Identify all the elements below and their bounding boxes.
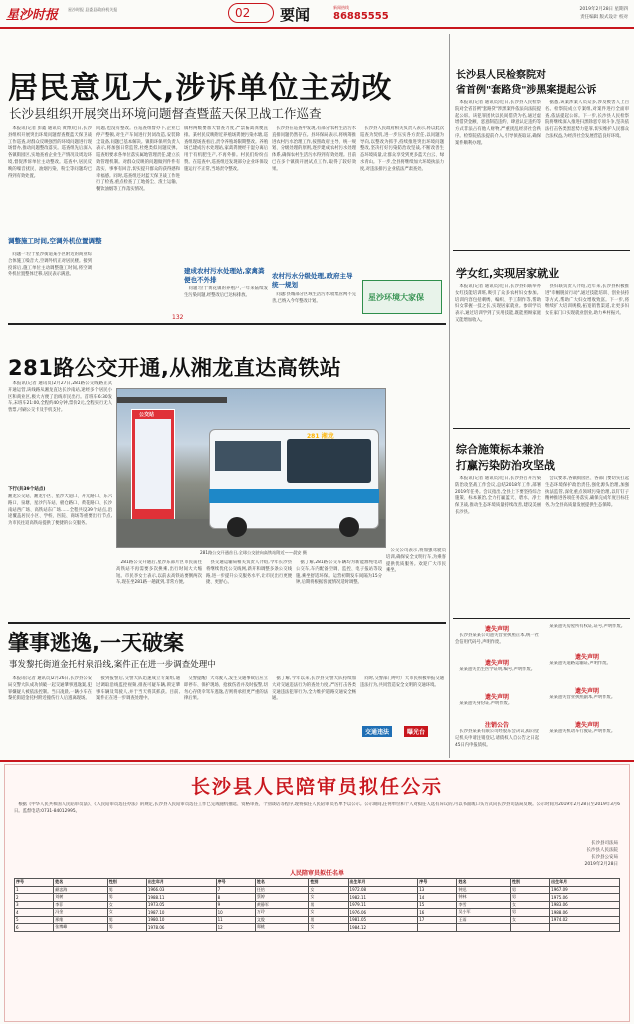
table-cell: 17: [418, 916, 457, 924]
table-cell: 女: [510, 901, 549, 909]
masthead-meta: 2019年2月28日 星期四: [579, 7, 628, 12]
bus-headline: 281路公交开通,从湘龙直达高铁站: [8, 356, 342, 380]
notice-title-6: 遗失声明: [574, 688, 599, 695]
lead-subtitle-2: 建成农村污水处理站,家禽粪便也不外排: [184, 267, 265, 284]
table-cell: 4: [15, 909, 54, 917]
table-cell: 女: [309, 909, 348, 917]
table-cell: 1: [15, 886, 54, 894]
bus-wheel-rear: [339, 517, 359, 537]
notice-title-1: 遗失声明: [484, 626, 509, 633]
notice-body-2: 某某遗失出生医学证明,编号,声明作废。: [455, 667, 536, 672]
table-cell: 12: [216, 924, 255, 932]
table-cell: 1987.10: [146, 909, 216, 917]
lead-body-col-3b: 问题:位于黄花镇的养殖户,一年来陆续发生污染问题,经整改后已达标排放。: [184, 286, 268, 298]
right-column-divider: [449, 34, 450, 758]
table-cell: 男: [107, 886, 146, 894]
table-cell: 1978.06: [146, 924, 216, 932]
table-cell: 王雨: [457, 916, 510, 924]
jury-signature-3: 长沙县公安局: [591, 855, 618, 860]
jury-col-header: 出生年月: [348, 879, 418, 887]
table-cell: 1982.11: [348, 894, 418, 902]
table-cell: 1984.12: [348, 924, 418, 932]
table-cell: 8: [216, 894, 255, 902]
right-mid-body-2: 县妇联负责人介绍,近年来,长沙县积极推进"巾帼脱贫行动",通过技能培训、创业扶持等方式,帮助广大妇女增收致富。下一步,将继续扩大培训规模,拓宽销售渠道,让更多妇女在家门口实现就业创业,助力乡村振兴。: [545, 284, 629, 317]
jury-table-wrap: [14, 878, 620, 1018]
bus-body-col-4: 据了解,281路公交车辆均为新能源纯电动公交车,车内配备空调、监控、电子报站等设施,乘坐舒适环保。运营初期发车间隔为15分钟,后期将根据客流情况适时调整。: [296, 560, 382, 586]
jury-signature-2: 长沙县人民法院: [586, 848, 618, 853]
bus-subtitle: 下行(共39个站点): [8, 487, 46, 492]
notice-title-4: 注销公告: [484, 722, 509, 729]
table-cell: 男: [510, 886, 549, 894]
hitrun-body-col-5: 同时,交警部门呼吁广大市民积极举报交通违法行为,共同营造安全文明的交通环境。: [360, 676, 444, 688]
notice-body-6: 某某遗失道路运输证,声明作废。: [545, 661, 611, 666]
table-cell: 钟迅: [457, 886, 510, 894]
table-cell: 男: [309, 901, 348, 909]
notice-body-8: 某某遗失机动车行驶证,声明作废。: [545, 729, 616, 734]
bus-body-col-1b: 湘龙公交站、湘龙小区、星沙大道口、开元路口、东六路口、泉塘、星沙汽车站、板仓路口、黄花路口、长沙南站西广场、高铁站东广场……全程共设39个站点,沿途覆盖居民小区、学校、医院、商场等重要出行节点,为市民往返高铁站提供了便捷的公交服务。: [8, 494, 112, 527]
table-row: [15, 894, 620, 902]
jury-col-header: 序号: [15, 879, 54, 887]
table-row: [15, 901, 620, 909]
lead-body-col-2: 问题,也没有整改。在巡查组督办下,企业已停产整顿,对生产车间进行封闭改造,安装除尘设备,问题已基本解决。镇街环保所负责人表示,将加强日常监管,杜绝类似问题反弹。巡查组要求各单位落实属地管理责任,建立长效管理机制。对群众反映的问题做到件件有落实、事事有回音,切实提升群众的获得感和幸福感。同时,巡查组还对蓝天保卫战工作进行了检查,重点检查了工地扬尘、渣土运输、餐饮油烟等工作落实情况。: [96, 126, 180, 193]
hitrun-body-col-4: 据了解,今年以来,长沙县交警大队持续加大对交通违法行为的查处力度,严厉打击各类交通违法犯罪行为,全力维护道路交通安全畅通。: [272, 676, 356, 702]
table-cell: 女: [309, 894, 348, 902]
bus-stripe: [209, 489, 379, 503]
lead-bottom-rule: [8, 323, 446, 325]
notice-title-7: 遗失声明: [574, 722, 599, 729]
table-row: [15, 924, 620, 932]
table-cell: 任怡: [255, 886, 308, 894]
notice-body-5: 某某遗失房屋所有权证,证号,声明作废。: [545, 624, 626, 629]
notice-title-2: 遗失声明: [484, 660, 509, 667]
notice-body-3: 某某遗失身份证,声明作废。: [455, 701, 513, 706]
jury-col-header: 姓名: [255, 879, 308, 887]
table-cell: 9: [216, 901, 255, 909]
table-cell: 1981.05: [348, 916, 418, 924]
bus-photo: [116, 388, 386, 548]
table-cell: 1974.02: [550, 916, 620, 924]
shelter-roof: [117, 397, 227, 403]
table-cell: 男: [107, 924, 146, 932]
table-cell: 10: [216, 909, 255, 917]
bus-route-display: 281 湘龙: [307, 433, 334, 440]
table-cell: 李雪: [457, 901, 510, 909]
right-mid-headline: 学女红,实现居家就业: [456, 267, 560, 280]
table-cell: 钟林: [457, 894, 510, 902]
table-cell: 1988.06: [550, 909, 620, 917]
masthead-meta-2: 责任编辑 版式设计 校对: [580, 15, 628, 20]
table-cell: 女: [107, 909, 146, 917]
notice-title-3: 遗失声明: [484, 694, 509, 701]
table-cell: 男: [107, 894, 146, 902]
table-cell: 男: [107, 916, 146, 924]
table-cell: 15: [418, 901, 457, 909]
right-top-body-1: 本报讯(记者 通讯员)近日,长沙县人民检察院对全省首例"套路贷"涉黑案件依法向法院提起公诉。该犯罪团伙以民间借贷为名,通过虚增借贷金额、恶意制造违约、肆意认定违约等方式非法占有他人财物,严重扰乱经济社会秩序。检察院依法提前介入,引导侦查取证,确保案件顺利办理。: [455, 100, 541, 146]
table-cell: 吴小军: [457, 909, 510, 917]
hitrun-headline: 肇事逃逸,一天破案: [8, 631, 184, 655]
lead-body-col-1: 本报讯(记者 彭鑫 通讯员 黄博)近日,长沙县组织开展突出环境问题督查暨蓝天保卫战工作巡查,对群众反映强烈的环境问题进行现场督办,推动问题整改落实。巡查组先后深入各镇街园区,实地查看企业生产情况及周边环境,督促涉诉单位主动整改。巡查中,居民反映的噪音扰民、油烟污染、粉尘等问题均已得到有效处置。: [8, 126, 92, 179]
lead-body-col-5: 长沙县人民政府相关负责人表示,将以此次巡查为契机,进一步压实各方责任,以问题为导向,以整改为抓手,持续推进突出环境问题整改,坚决打好污染防治攻坚战,不断改善生态环境质量,让群众享受到更多蓝天白云、绿水青山。下一步,全县将继续加大环境执法力度,对违法排污企业依法严肃查处。: [360, 126, 444, 172]
bus-body-col-3: 县交通运输局相关负责人介绍,今年长沙县将继续优化公交线网,新开和调整多条公交线路,进一步提升公交服务水平,让市民出行更便捷、更舒心。: [206, 560, 292, 586]
bus-stop-sign-panel: [135, 419, 171, 509]
section-title: 要闻: [280, 6, 311, 24]
jury-col-header: 姓名: [457, 879, 510, 887]
notice-body-7: 某某遗失营业执照副本,声明作废。: [545, 695, 616, 700]
table-cell: 邢维: [54, 916, 107, 924]
table-cell: 1967.09: [550, 886, 620, 894]
hitrun-subhead: 事发黎托街道金托村泉沿线,案件正在进一步调查处理中: [9, 660, 216, 670]
jury-col-header: 性别: [510, 879, 549, 887]
jury-table: [14, 878, 620, 932]
right-low-headline-1: 综合施策标本兼治: [456, 443, 544, 456]
lead-body-col-4b: 问题:县城部分区域生活污水收集管网不完善,已纳入今年整改计划。: [272, 292, 356, 304]
right-low-body-1: 本报讯(记者 通讯员)近日,长沙县召开污染防治攻坚战工作会议,总结2018年工作,部署2019年任务。会议指出,全县上下要坚持综合施策、标本兼治,全力打赢蓝天、碧水、净土保卫战,推动生态环境质量持续改善,建设美丽长沙县。: [455, 476, 541, 515]
table-cell: 11: [216, 916, 255, 924]
table-cell: 女: [309, 886, 348, 894]
table-cell: 6: [15, 924, 54, 932]
table-cell: 郑桃: [255, 924, 308, 932]
hitrun-body-col-1: 本报讯(记者 通讯员)2月26日,长沙县公安局交警大队成功侦破一起交通肇事逃逸案,犯罪嫌疑人被依法控制。当日凌晨,一辆小车在黎托街道金托村附近撞伤行人后逃离现场。: [8, 676, 92, 702]
jury-col-header: 姓名: [54, 879, 107, 887]
table-cell: 颜忠海: [54, 886, 107, 894]
lead-body-col-4: 长沙县在巡查中发现,有部分农村生活污水直排问题仍然存在。县环保局表示,将统筹推进农村污水治理工作,按照政府主导、统一规划、分级处理的原则,逐步建成农村污水处理体系,确保农村生活污水得到有效处理。目前已在多个镇街开展试点工作,取得了较好效果。: [272, 126, 356, 172]
bus-body-col-5: 公交公司表示,将加强驾驶员培训,确保安全文明行车,为乘客提供优质服务。欢迎广大市民乘坐。: [386, 548, 446, 574]
table-row: [15, 886, 620, 894]
notice-body-1: 长沙县某某公司遗失营业执照正本,统一社会信用代码号,声明作废。: [455, 633, 539, 645]
jury-col-header: 出生年月: [146, 879, 216, 887]
table-cell: 1988.11: [146, 894, 216, 902]
table-cell: 文俊: [255, 916, 308, 924]
jury-headline: 长沙县人民陪审员拟任公示: [190, 776, 443, 798]
hotline-number: 86885555: [333, 11, 389, 22]
table-cell: [550, 924, 620, 932]
bus-windshield: [287, 439, 371, 483]
table-cell: 黄静军: [255, 901, 308, 909]
table-cell: 张博峰: [54, 924, 107, 932]
table-cell: 5: [15, 916, 54, 924]
lead-headline: 居民意见大,涉诉单位主动改: [8, 71, 393, 106]
table-cell: 1976.06: [348, 909, 418, 917]
table-cell: [457, 924, 510, 932]
table-cell: 7: [216, 886, 255, 894]
page-marker: 132: [172, 314, 184, 321]
notice-title-5: 遗失声明: [574, 654, 599, 661]
table-cell: 16: [418, 909, 457, 917]
hitrun-badge-2: 曝光台: [404, 726, 428, 737]
table-cell: 女: [510, 916, 549, 924]
right-low-headline-2: 打赢污染防治攻坚战: [456, 459, 555, 472]
jury-col-header: 序号: [216, 879, 255, 887]
table-cell: 女: [107, 901, 146, 909]
bus-wheel-front: [227, 517, 247, 537]
table-cell: 男: [510, 909, 549, 917]
bus-bottom-rule: [8, 622, 446, 624]
bus-body-col-2: 281路公交开通后,星沙东部片区市民前往高铁站不再需要多次换乘,出行时间大大缩短。市民李女士表示,以前去高铁站要倒两次车,现在坐281路一趟就到,非常方便。: [116, 560, 202, 586]
hitrun-body-col-3: 交警提醒广大驾驶人,发生交通事故后应立即停车、保护现场、抢救伤者并及时报警,切勿心存侥幸驾车逃逸,否则将承担更严重的法律后果。: [184, 676, 268, 702]
table-cell: 万玲: [255, 909, 308, 917]
right-top-body-2: 据悉,该案涉案人员众多,涉及被害人上百名。检察院成立专案组,对案件进行全面审查,依法提起公诉。下一步,长沙县人民检察院将继续深入推进扫黑除恶专项斗争,坚决依法打击各类黑恶势力犯罪,切实维护人民群众合法权益,为经济社会发展营造良好环境。: [545, 100, 629, 139]
jury-col-header: 出生年月: [550, 879, 620, 887]
right-rule-2: [453, 428, 630, 429]
right-low-body-2: 会议要求,各镇街园区、各部门要切实扛起生态环境保护政治责任,强化源头治理,加强执法监管,深化重点领域污染治理,以钉钉子精神推进各项任务落实,确保完成年度目标任务,为全县高质量发展提供生态保障。: [545, 476, 629, 509]
table-cell: 冯金: [54, 909, 107, 917]
lead-logo-caption: 星沙环境大家保: [368, 293, 424, 302]
jury-table-header: [15, 879, 620, 887]
table-cell: [418, 924, 457, 932]
bus-body-col-1: 本报讯(记者 通讯员)2月27日,281路公交线路正式开通运营,该线路从湘龙直达长沙南站,途经多个居民小区和商业区,极大方便了沿线市民出行。首班车6:30发车,末班车21:00,全程约40分钟,票价2元,全程实行无人售票,可刷公交卡及手机支付。: [8, 381, 112, 414]
table-cell: 2: [15, 894, 54, 902]
table-cell: 李菲: [54, 901, 107, 909]
lead-subhead: 长沙县组织开展突出环境问题督查暨蓝天保卫战工作巡查: [9, 106, 322, 121]
hotline-label: 新闻热线: [333, 5, 349, 10]
lead-body-col-1b: 问题一:位于星沙街道某小区附近的商业综合体施工噪音大,空调外机正对居民楼。接到投诉后,施工单位主动调整施工时间,将空调外机位置整体迁移,居民表示满意。: [8, 252, 92, 278]
right-top-headline-1: 长沙县人民检察院对: [456, 70, 546, 81]
right-rule-3: [453, 618, 630, 619]
right-rule-1: [453, 250, 630, 251]
table-cell: 男: [309, 916, 348, 924]
jury-col-header: 性别: [107, 879, 146, 887]
lead-body-col-3: 镇村两级要加大督查力度,严禁畜禽粪便直排。某村民反映附近养殖场粪便污染水塘,巡查组现场查看后,责令养殖场限期整改。养殖场已建成污水处理站,家禽粪便经干湿分离后用于有机肥生产,不再外排。村民们纷纷点赞。在巡查中,巡查组还发现部分企业环保设施运行不正常,当场责令整改。: [184, 126, 268, 172]
table-cell: 女: [309, 924, 348, 932]
table-cell: 蔡婷: [255, 894, 308, 902]
jury-intro: 根据《中华人民共和国人民陪审员法》、《人民陪审员选任办法》的规定,长沙县人民陪审员选任工作已完成随机抽选、资格审查、个别谈话等程序,现将拟任人民陪审员名单予以公示。公示期间,任何单位和个人对拟任人选有异议的,可以书面或口头方式向长沙县司法局反映。公示时间为2019年2月28日至2019年3月6日。监督电话:0731-84012995。: [14, 802, 620, 814]
table-cell: 1973.05: [146, 901, 216, 909]
table-cell: 1979.11: [348, 901, 418, 909]
masthead: [0, 0, 634, 30]
jury-top-rule: [0, 760, 634, 762]
table-cell: [510, 924, 549, 932]
lead-subtitle-3: 农村污水分级处理,政府主导统一规划: [272, 272, 353, 289]
masthead-rule: [0, 27, 634, 29]
table-cell: 3: [15, 901, 54, 909]
jury-list-title: 人民陪审员拟任名单: [289, 870, 344, 877]
table-cell: 13: [418, 886, 457, 894]
hitrun-body-col-2: 接到报警后,交警大队迅速成立专案组,通过调取沿线监控视频,排查可疑车辆,锁定肇事车辆及驾驶人,并于当天将其抓获。目前,案件正在进一步调查处理中。: [96, 676, 180, 702]
table-cell: 男: [510, 894, 549, 902]
table-cell: 14: [418, 894, 457, 902]
jury-col-header: 序号: [418, 879, 457, 887]
lead-subtitle-1: 调整施工时间,空调外机位置调整: [8, 237, 102, 245]
right-mid-body-1: 本报讯(记者 通讯员)近日,长沙县妇联举办女红技能培训班,吸引了众多农村妇女参加。培训内容包括刺绣、编织、手工制作等,帮助妇女掌握一技之长,实现居家就业。参训学员表示,通过培训学到了实用技能,既能照顾家庭又能增加收入。: [455, 284, 541, 323]
jury-col-header: 性别: [309, 879, 348, 887]
notice-body-4: 长沙县某某有限公司经股东会决议,拟向登记机关申请注销登记,请债权人自公告之日起45日内申报债权。: [455, 729, 539, 748]
table-cell: 1980.10: [146, 916, 216, 924]
hitrun-badge-1: 交通违法: [362, 726, 392, 737]
table-cell: 1972.08: [348, 886, 418, 894]
table-cell: 刘树: [54, 894, 107, 902]
table-cell: 1966.03: [146, 886, 216, 894]
table-row: [15, 909, 620, 917]
masthead-logo: 星沙时报: [6, 8, 59, 23]
jury-date: 2019年2月28日: [584, 862, 618, 867]
bus-stop-sign-label: 公交站: [139, 412, 155, 418]
bus-side-windows: [215, 441, 281, 471]
bus-photo-caption: 281路公交开通首日,全球公交驶向高铁站附近——晨安 摄: [200, 550, 307, 555]
table-cell: 1983.06: [550, 901, 620, 909]
table-cell: 1975.06: [550, 894, 620, 902]
right-top-headline-2: 省首例"套路贷"涉黑案提起公诉: [456, 85, 597, 96]
jury-signature-1: 长沙县司法局: [591, 841, 618, 846]
notices-area: [453, 622, 630, 756]
masthead-logo-sub: 星沙时报 县委县政府机关报: [68, 7, 118, 12]
table-row: [15, 916, 620, 924]
page-number: 02: [235, 6, 251, 20]
